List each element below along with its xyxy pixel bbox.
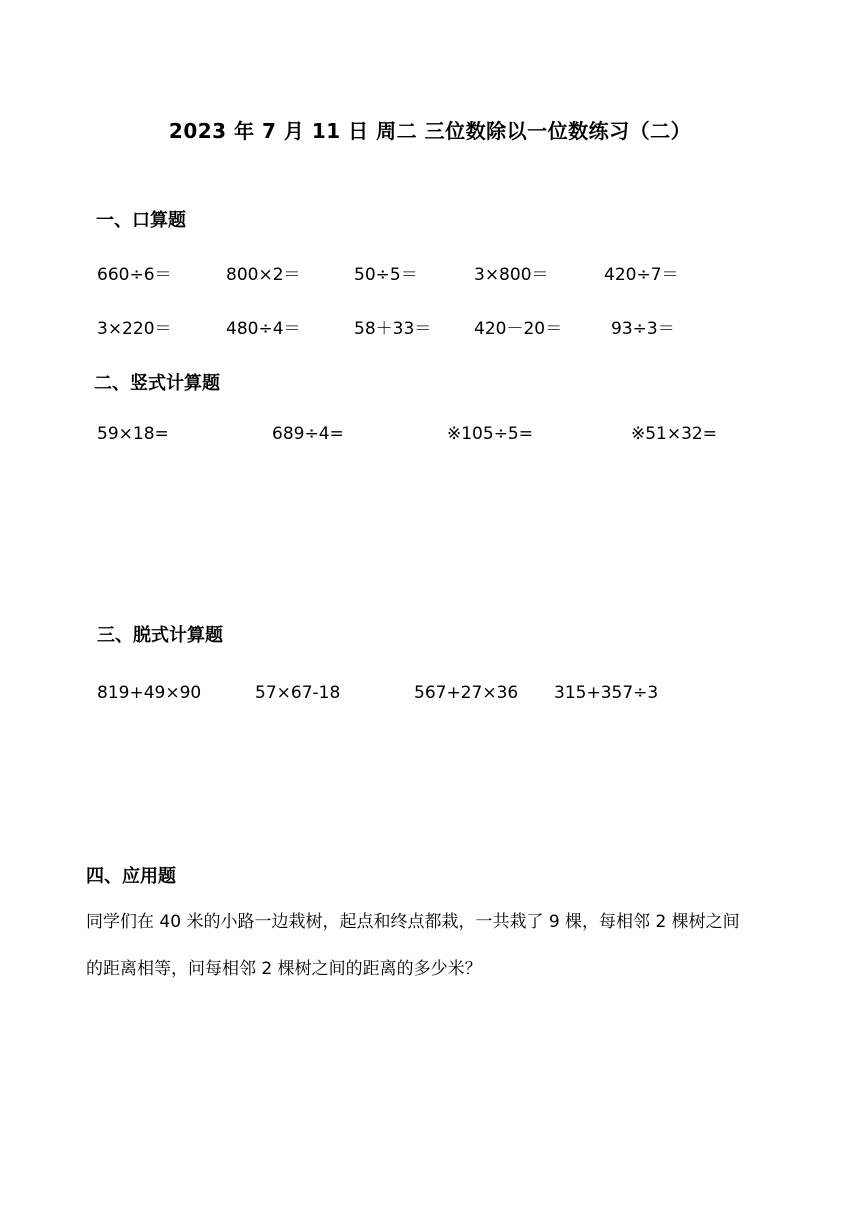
page-title: 2023 年 7 月 11 日 周二 三位数除以一位数练习（二） (168, 119, 692, 143)
stepwise-problem: 567+27×36 (414, 683, 519, 703)
oral-problem: 480÷4＝ (226, 319, 301, 339)
section-heading-vertical: 二、竖式计算题 (94, 373, 220, 394)
stepwise-problem: 819+49×90 (97, 683, 202, 703)
section-heading-word-problem: 四、应用题 (86, 866, 176, 887)
vertical-problem: ※51×32= (631, 424, 717, 444)
oral-problem: 800×2＝ (226, 265, 301, 285)
word-problem-line: 同学们在 40 米的小路一边栽树，起点和终点都栽，一共栽了 9 棵，每相邻 2 棵树之间 (86, 912, 740, 932)
vertical-problem: 59×18= (97, 424, 169, 444)
vertical-problem: 689÷4= (272, 424, 344, 444)
word-problem-line: 的距离相等，问每相邻 2 棵树之间的距离的多少米？ (86, 959, 482, 979)
oral-problem: 58＋33＝ (354, 319, 432, 339)
oral-problem: 50÷5＝ (354, 265, 418, 285)
section-heading-stepwise: 三、脱式计算题 (97, 625, 223, 646)
stepwise-problem: 315+357÷3 (554, 683, 659, 703)
section-heading-oral: 一、口算题 (96, 210, 186, 231)
oral-problem: 3×800＝ (474, 265, 549, 285)
oral-problem: 3×220＝ (97, 319, 172, 339)
oral-problem: 420÷7＝ (604, 265, 679, 285)
oral-problem: 660÷6＝ (97, 265, 172, 285)
stepwise-problem: 57×67-18 (255, 683, 341, 703)
oral-problem: 420－20＝ (474, 319, 563, 339)
oral-problem: 93÷3＝ (611, 319, 675, 339)
vertical-problem: ※105÷5= (447, 424, 533, 444)
